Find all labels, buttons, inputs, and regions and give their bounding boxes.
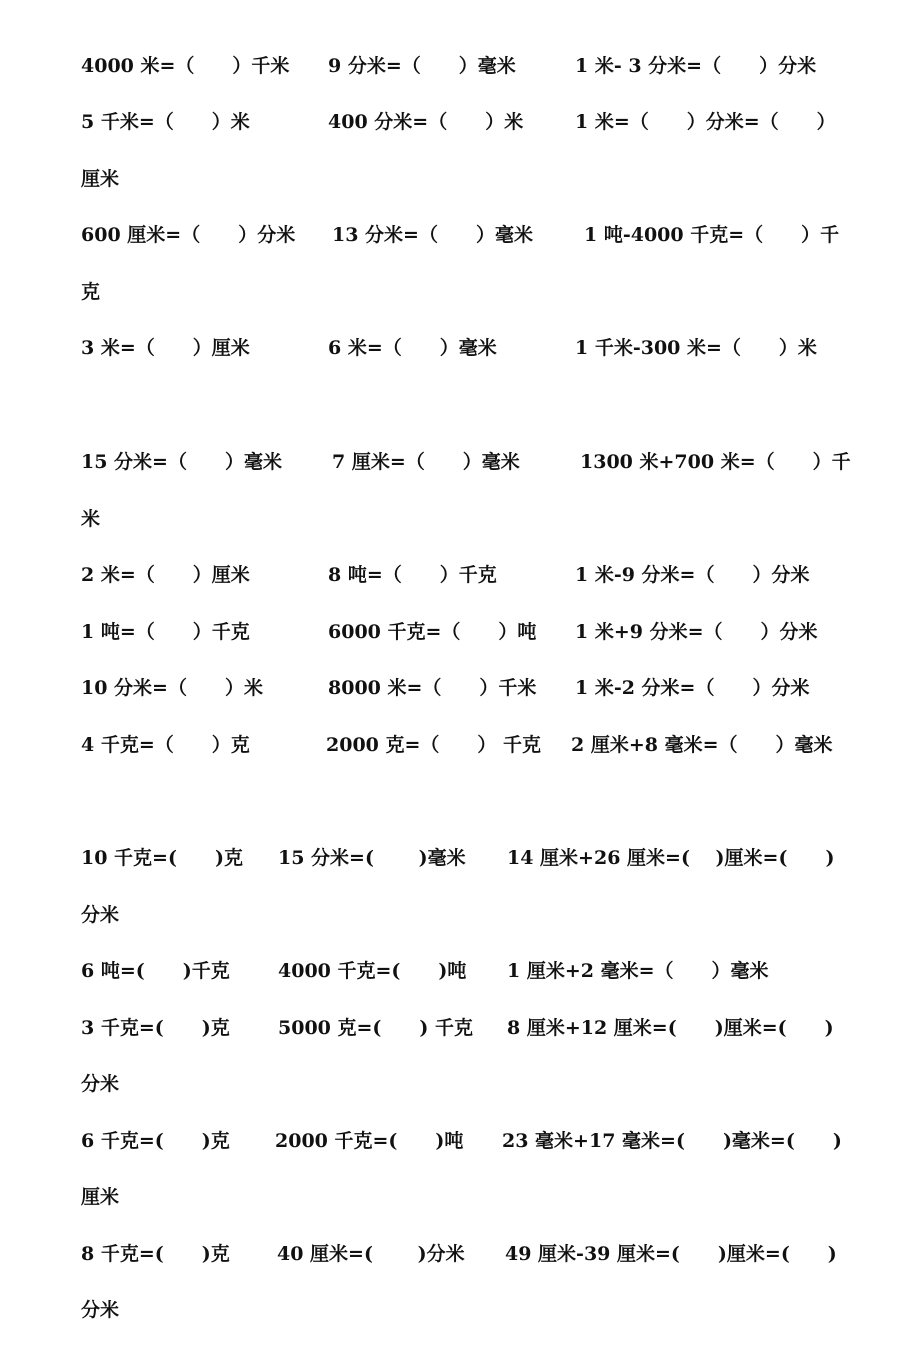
problem: 2000 千克=( )吨 bbox=[275, 1130, 464, 1152]
problem: 5000 克=( ) 千克 bbox=[278, 1017, 474, 1039]
problem: 23 毫米+17 毫米=( )毫米=( ) bbox=[502, 1130, 842, 1152]
problem: 6 千克=( )克 bbox=[81, 1130, 230, 1152]
problem: 15 分米=( )毫米 bbox=[278, 847, 466, 869]
problem: 3 米=（ ）厘米 bbox=[81, 337, 250, 359]
problem-row bbox=[0, 102, 912, 142]
problem: 40 厘米=( )分米 bbox=[277, 1243, 465, 1265]
problem: 600 厘米=（ ）分米 bbox=[81, 224, 296, 246]
problem-wrap-unit: 厘米 bbox=[81, 1186, 120, 1208]
problem: 1 吨-4000 千克=（ ）千 bbox=[584, 224, 840, 246]
problem: 13 分米=（ ）毫米 bbox=[332, 224, 533, 246]
problem: 14 厘米+26 厘米=( )厘米=( ) bbox=[507, 847, 835, 869]
problem-row bbox=[0, 1008, 912, 1048]
problem: 8 千克=( )克 bbox=[81, 1243, 230, 1265]
problem-row bbox=[0, 1234, 912, 1274]
problem: 10 分米=（ ）米 bbox=[81, 677, 263, 699]
problem-row bbox=[0, 612, 912, 652]
problem-wrap-unit: 克 bbox=[81, 281, 101, 303]
problem: 1 米-2 分米=（ ）分米 bbox=[575, 677, 810, 699]
problem: 4000 千克=( )吨 bbox=[278, 960, 467, 982]
problem-row bbox=[0, 555, 912, 595]
problem: 9 分米=（ ）毫米 bbox=[328, 55, 516, 77]
problem-row bbox=[0, 215, 912, 255]
problem: 1 米=（ ）分米=（ ） bbox=[575, 111, 836, 133]
problem: 5 千米=（ ）米 bbox=[81, 111, 250, 133]
problem: 3 千克=( )克 bbox=[81, 1017, 230, 1039]
problem: 1 吨=（ ）千克 bbox=[81, 621, 250, 643]
problem-row bbox=[0, 46, 912, 86]
problem: 10 千克=( )克 bbox=[81, 847, 243, 869]
problem-row bbox=[0, 442, 912, 482]
problem: 6000 千克=（ ）吨 bbox=[328, 621, 537, 643]
problem: 15 分米=（ ）毫米 bbox=[81, 451, 282, 473]
problem: 8 厘米+12 厘米=( )厘米=( ) bbox=[507, 1017, 834, 1039]
problem: 6 米=（ ）毫米 bbox=[328, 337, 497, 359]
problem: 7 厘米=（ ）毫米 bbox=[332, 451, 520, 473]
problem: 4 千克=（ ）克 bbox=[81, 734, 250, 756]
problem-row bbox=[0, 951, 912, 991]
problem: 2000 克=（ ） 千克 bbox=[326, 734, 542, 756]
problem-row bbox=[0, 838, 912, 878]
problem-row bbox=[0, 1121, 912, 1161]
problem-wrap-unit: 分米 bbox=[81, 1299, 120, 1321]
problem-wrap-unit: 分米 bbox=[81, 1073, 120, 1095]
problem-row bbox=[0, 725, 912, 765]
problem: 1 千米-300 米=（ ）米 bbox=[575, 337, 817, 359]
problem-row bbox=[0, 668, 912, 708]
problem: 8000 米=（ ）千米 bbox=[328, 677, 537, 699]
problem: 2 米=（ ）厘米 bbox=[81, 564, 250, 586]
problem: 1 米+9 分米=（ ）分米 bbox=[575, 621, 818, 643]
problem: 4000 米=（ ）千米 bbox=[81, 55, 290, 77]
problem: 1300 米+700 米=（ ）千 bbox=[580, 451, 851, 473]
problem: 6 吨=( )千克 bbox=[81, 960, 230, 982]
problem: 8 吨=（ ）千克 bbox=[328, 564, 497, 586]
problem-wrap-unit: 米 bbox=[81, 508, 101, 530]
problem-row bbox=[0, 328, 912, 368]
problem-wrap-unit: 分米 bbox=[81, 904, 120, 926]
problem: 1 米- 3 分米=（ ）分米 bbox=[575, 55, 817, 77]
problem-wrap-unit: 厘米 bbox=[81, 168, 120, 190]
problem: 1 厘米+2 毫米=（ ）毫米 bbox=[507, 960, 769, 982]
problem: 49 厘米-39 厘米=( )厘米=( ) bbox=[505, 1243, 837, 1265]
problem: 400 分米=（ ）米 bbox=[328, 111, 524, 133]
problem: 1 米-9 分米=（ ）分米 bbox=[575, 564, 810, 586]
problem: 2 厘米+8 毫米=（ ）毫米 bbox=[571, 734, 833, 756]
